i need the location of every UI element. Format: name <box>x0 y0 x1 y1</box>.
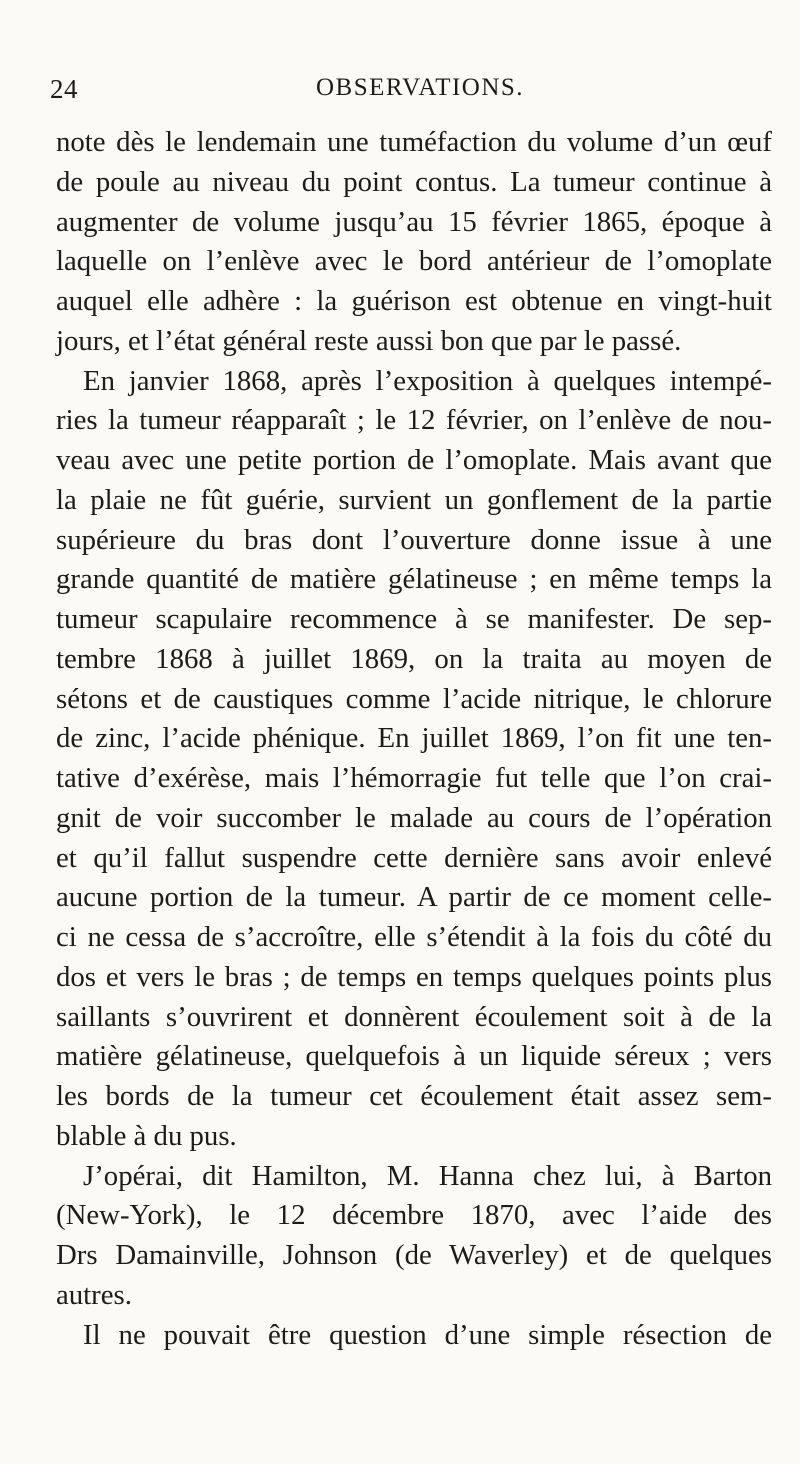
text-line: blable à du pus. <box>56 1119 237 1152</box>
page-number: 24 <box>50 74 78 104</box>
text-line: augmenter de volume jusqu’au 15 février 1865, époque à <box>56 205 772 238</box>
body-text <box>56 123 772 1355</box>
text-line: matière gélatineuse, quelquefois à un liquide séreux ; vers <box>56 1040 772 1073</box>
text-line: les bords de la tumeur cet écoulement était assez sem- <box>56 1080 772 1112</box>
text-line: note dès le lendemain une tuméfaction du volume d’un œuf <box>56 126 772 158</box>
text-line: tembre 1868 à juillet 1869, on la traita au moyen de <box>56 642 772 675</box>
page-header <box>50 74 770 114</box>
text-line: tative d’exérèse, mais l’hémorragie fut telle que l’on crai- <box>56 762 772 794</box>
running-title: OBSERVATIONS. <box>316 74 525 101</box>
text-line: de zinc, l’acide phénique. En juillet 1869, l’on fit une ten- <box>56 722 772 755</box>
text-line: J’opérai, dit Hamilton, M. Hanna chez lui, à Barton <box>83 1159 772 1192</box>
text-line: dos et vers le bras ; de temps en temps quelques points plus <box>56 960 772 993</box>
text-line: tumeur scapulaire recommence à se manifester. De sep- <box>56 603 772 635</box>
text-line: gnit de voir succomber le malade au cours de l’opération <box>56 801 772 834</box>
text-line: grande quantité de matière gélatineuse ; en même temps la <box>56 563 772 596</box>
text-line: laquelle on l’enlève avec le bord antérieur de l’omoplate <box>56 245 772 278</box>
text-line: Il ne pouvait être question d’une simple résection de <box>83 1318 772 1351</box>
text-line: ries la tumeur réapparaît ; le 12 février, on l’enlève de nou- <box>56 404 772 437</box>
text-line: Drs Damainville, Johnson (de Waverley) et de quelques <box>56 1239 772 1271</box>
text-line: aucune portion de la tumeur. A partir de ce moment celle- <box>56 881 772 914</box>
text-line: autres. <box>56 1278 132 1311</box>
text-line: veau avec une petite portion de l’omoplate. Mais avant que <box>56 444 772 476</box>
text-line: supérieure du bras dont l’ouverture donne issue à une <box>56 523 772 556</box>
text-line: jours, et l’état général reste aussi bon que par le passé. <box>56 324 682 357</box>
text-line: et qu’il fallut suspendre cette dernière sans avoir enlevé <box>56 841 772 874</box>
text-line: (New-York), le 12 décembre 1870, avec l’aide des <box>56 1199 772 1232</box>
text-line: la plaie ne fût guérie, survient un gonflement de la partie <box>56 483 772 516</box>
text-line: ci ne cessa de s’accroître, elle s’étendit à la fois du côté du <box>56 921 772 953</box>
text-line: de poule au niveau du point contus. La tumeur continue à <box>56 165 772 198</box>
text-line: En janvier 1868, après l’exposition à quelques intempé- <box>83 364 772 397</box>
text-line: saillants s’ouvrirent et donnèrent écoulement soit à de la <box>56 1000 772 1033</box>
text-line: auquel elle adhère : la guérison est obtenue en vingt-huit <box>56 285 772 317</box>
text-line: sétons et de caustiques comme l’acide nitrique, le chlorure <box>56 682 772 715</box>
